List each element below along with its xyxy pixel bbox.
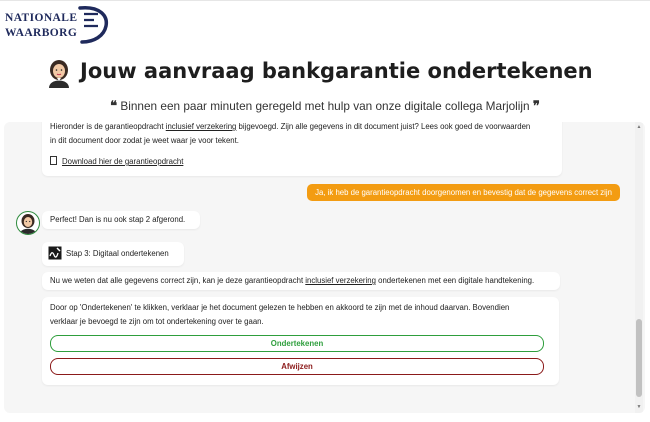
bot-message-sign-confirm: Door op 'Ondertekenen' te klikken, verklaar je het document gelezen te hebben en akkoord te zijn met de inhoud daarvan. Bovendien verklaar je bevoegd te zijn om tot ondertekening over te gaan. Ondertekenen Afwijzen [42,297,559,385]
nationale-waarborg-logo[interactable] [2,4,112,46]
document-icon [50,156,57,165]
open-quote-icon: ❝ [110,98,118,113]
scroll-down-icon[interactable]: ▼ [636,404,642,410]
insurance-link-2[interactable]: inclusief verzekering [305,276,376,285]
document-text-line2: in dit document door zodat je weet waar je voor tekent. [50,136,239,145]
page-subtitle [0,98,650,114]
download-link[interactable]: Download hier de garantieopdracht [50,155,183,169]
insurance-link[interactable]: inclusief verzekering [165,122,237,131]
close-quote-icon: ❞ [532,98,540,113]
logo-line1: NATIONALE [5,12,78,24]
bot-message-document [42,122,562,176]
sign-button[interactable]: Ondertekenen [50,335,544,352]
document-text-line1: Hieronder is de garantieopdracht inclusief verzekering bijgevoegd. Zijn alle gegevens in dit document juist? Lees ook goed de voorwaarden [50,122,531,131]
scrollbar-thumb[interactable] [636,319,642,397]
page-title: Jouw aanvraag bankgarantie ondertekenen [80,59,593,83]
chat-panel[interactable] [4,122,645,413]
logo-emblem-icon [72,4,112,46]
subtitle-text: Binnen een paar minuten geregeld met hulp van onze digitale collega Marjolijn [120,99,530,113]
bot-message-sign-info: Nu we weten dat alle gegevens correct zijn, kan je deze garantieopdracht inclusief verzekering ondertekenen met een digitale handtekening. [42,272,560,290]
scroll-up-icon[interactable]: ▲ [636,124,642,130]
page-header [0,58,650,92]
signature-icon [48,246,62,260]
bot-avatar [16,211,40,235]
bot-message-step2-done: Perfect! Dan is nu ook stap 2 afgerond. [42,211,200,229]
logo-line2: WAARBORG [5,27,78,39]
marjolijn-avatar-icon [45,58,73,88]
decline-button[interactable]: Afwijzen [50,358,544,375]
step3-header: Stap 3: Digitaal ondertekenen [42,242,184,266]
top-border [0,0,650,1]
marjolijn-avatar-small-icon [17,212,39,234]
user-message: Ja, ik heb de garantieopdracht doorgenomen en bevestig dat de gegevens correct zijn [307,184,620,201]
